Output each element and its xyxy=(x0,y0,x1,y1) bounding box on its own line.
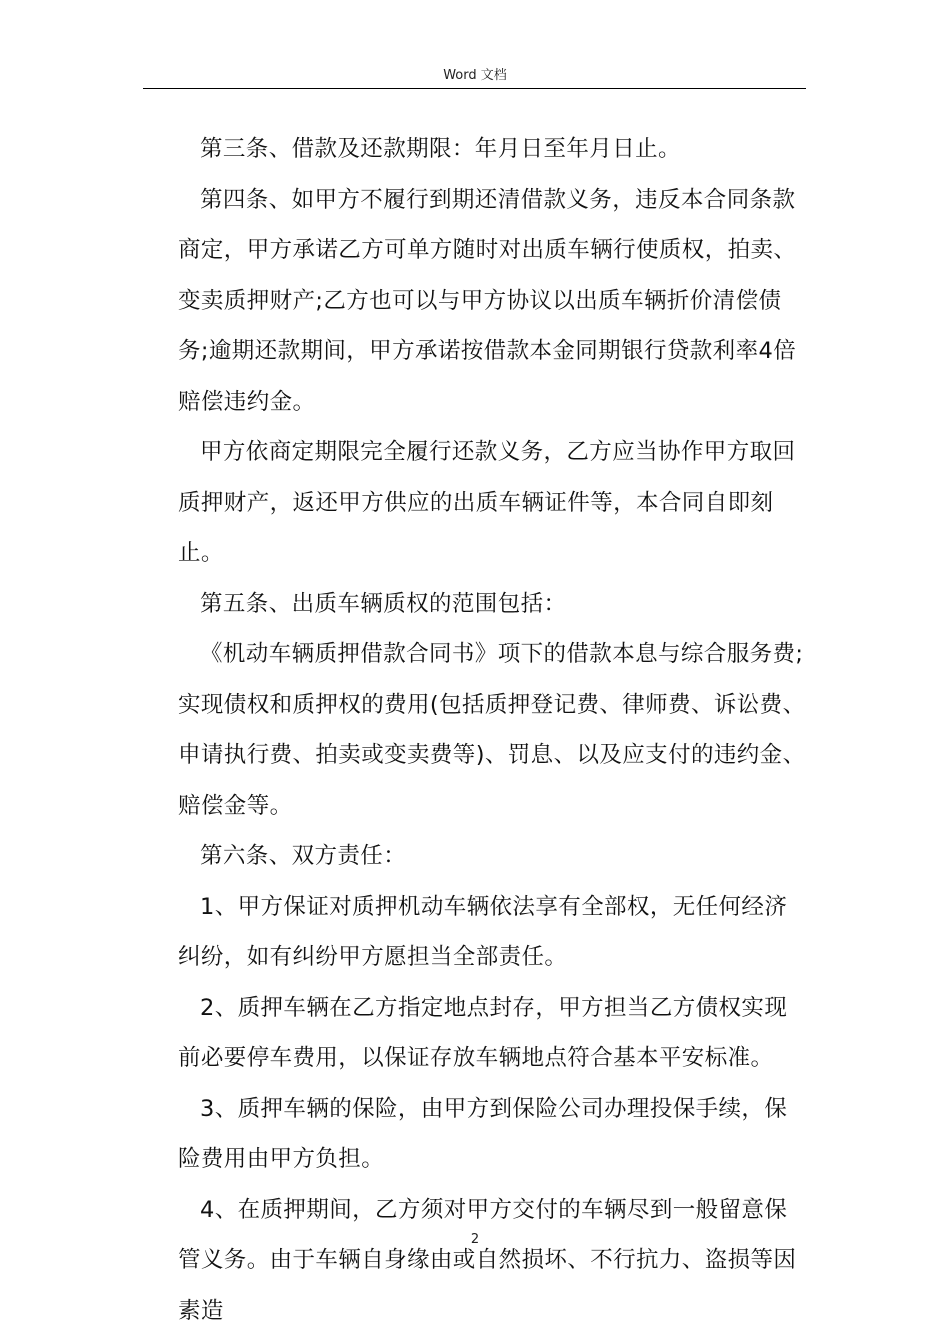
header-divider xyxy=(143,88,806,89)
paragraph-article-6: 第六条、双方责任： xyxy=(200,843,407,869)
page-header: Word 文档 xyxy=(443,68,507,83)
paragraph-article-4: 第四条、如甲方不履行到期还清借款义务，违反本合同条款商定，甲方承诺乙方可单方随时对出质车辆行使质权，拍卖、变卖质押财产;乙方也可以与甲方协议以出质车辆折价清偿债务;逾期还款期间，甲方承诺按借款本金同期银行贷款利率4倍赔偿违约金。 xyxy=(178,186,797,415)
paragraph-duty-4: 4、在质押期间，乙方须对甲方交付的车辆尽到一般留意保管义务。由于车辆自身缘由或自然损坏、不行抗力、盗损等因素造 xyxy=(178,1196,797,1324)
paragraph-article-3: 第三条、借款及还款期限：年月日至年月日止。 xyxy=(200,136,681,162)
paragraph-duty-3: 3、质押车辆的保险，由甲方到保险公司办理投保手续，保险费用由甲方负担。 xyxy=(178,1095,788,1172)
paragraph-duty-2: 2、质押车辆在乙方指定地点封存，甲方担当乙方债权实现前必要停车费用，以保证存放车辆地点符合基本平安标准。 xyxy=(178,994,788,1071)
document-body xyxy=(178,124,806,1336)
page-number: 2 xyxy=(470,1232,480,1247)
paragraph-repayment: 甲方依商定期限完全履行还款义务，乙方应当协作甲方取回质押财产，返还甲方供应的出质车辆证件等，本合同自即刻止。 xyxy=(178,439,796,566)
paragraph-article-5: 第五条、出质车辆质权的范围包括： xyxy=(200,590,567,617)
paragraph-scope: 《机动车辆质押借款合同书》项下的借款本息与综合服务费;实现债权和质押权的费用(包括质押登记费、律师费、诉讼费、申请执行费、拍卖或变卖费等)、罚息、以及应支付的违约金、赔偿金等。 xyxy=(178,641,806,819)
paragraph-duty-1: 1、甲方保证对质押机动车辆依法享有全部权，无任何经济纠纷，如有纠纷甲方愿担当全部责任。 xyxy=(178,893,788,970)
